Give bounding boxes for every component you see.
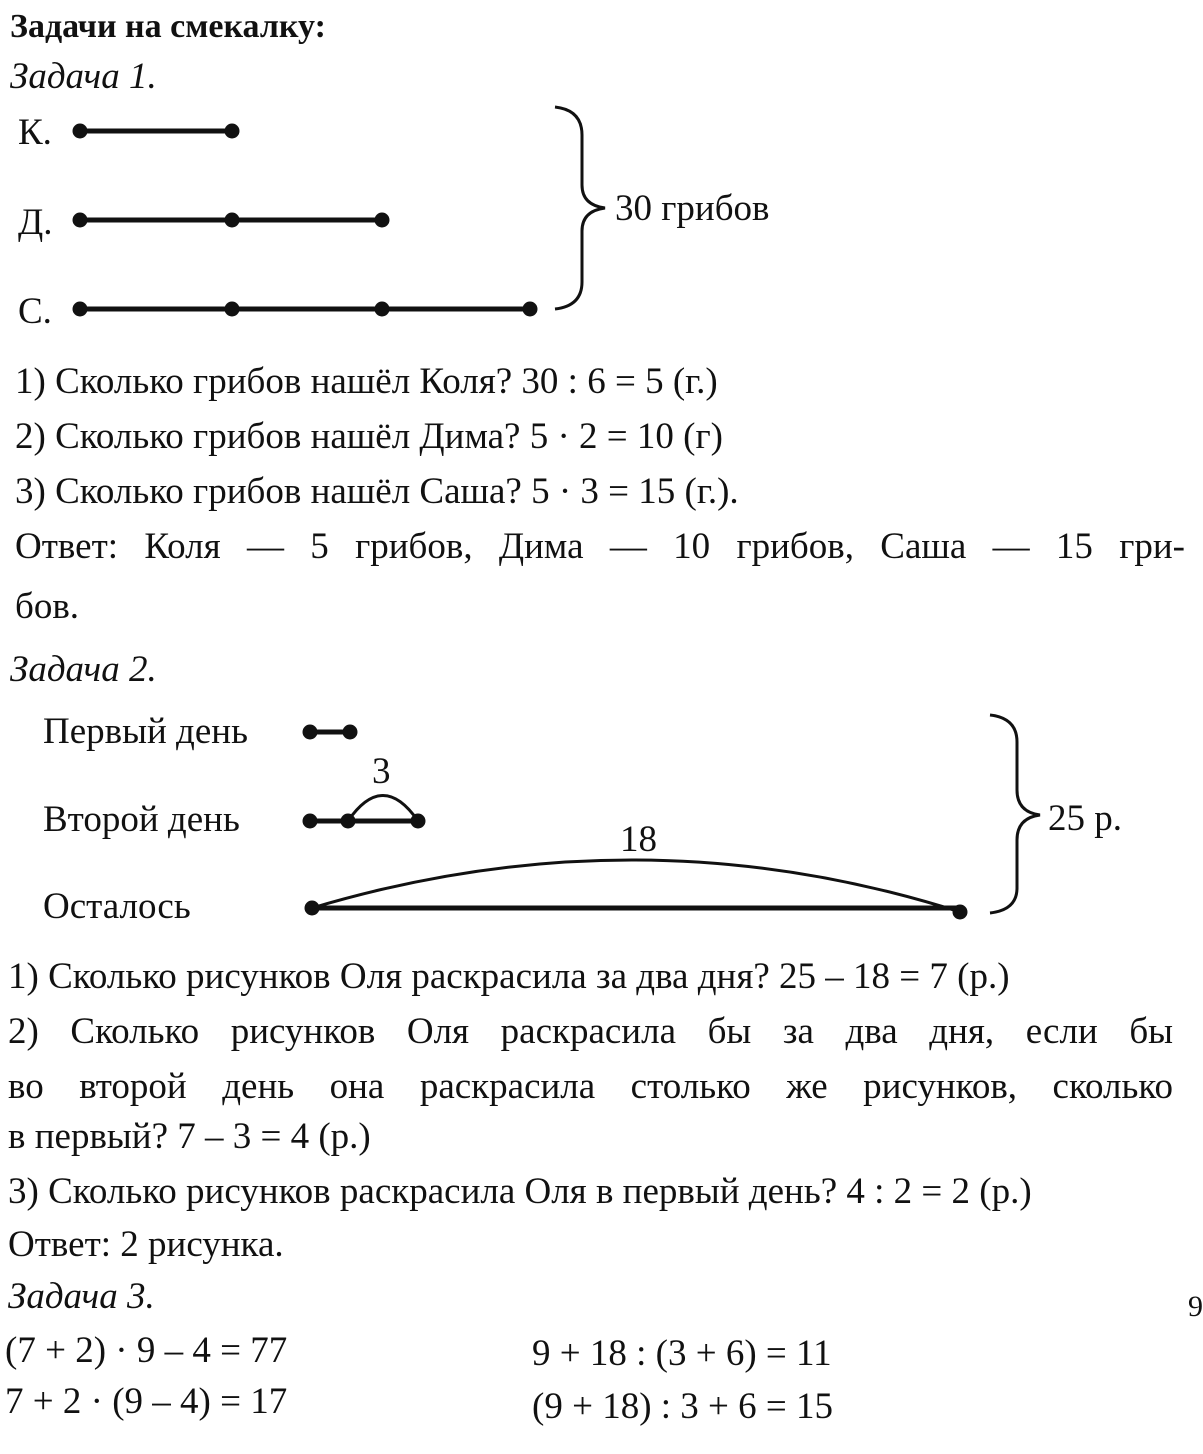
label-s: С.: [18, 291, 52, 332]
label-d: Д.: [18, 202, 53, 243]
task2-line-3: во второй день она раскрасила столько же рисунков, сколько: [8, 1066, 1173, 1107]
label-second-day: Второй день: [43, 799, 240, 840]
task1-answer-cont: бов.: [15, 586, 80, 627]
arc-label-18: 18: [620, 819, 657, 860]
page-number: 9: [1188, 1290, 1203, 1323]
equation-2: 7 + 2 · (9 – 4) = 17: [5, 1381, 288, 1422]
task1-heading: Задача 1.: [10, 56, 157, 97]
task1-answer: Ответ: Коля — 5 грибов, Дима — 10 грибов, Саша — 15 гри-: [15, 526, 1185, 567]
task1-diagram: [75, 107, 605, 314]
task2-diagram: [305, 715, 1040, 917]
label-first-day: Первый день: [43, 711, 248, 752]
page-title: Задачи на смекалку:: [10, 8, 326, 45]
equation-4: (9 + 18) : 3 + 6 = 15: [532, 1386, 834, 1427]
task2-line-1: 1) Сколько рисунков Оля раскрасила за два дня? 25 – 18 = 7 (р.): [8, 956, 1010, 997]
task1-step-2: 2) Сколько грибов нашёл Дима? 5 · 2 = 10 (г): [15, 416, 723, 457]
equation-3: 9 + 18 : (3 + 6) = 11: [532, 1333, 832, 1374]
label-k: К.: [18, 112, 52, 153]
task1-step-1: 1) Сколько грибов нашёл Коля? 30 : 6 = 5 (г.): [15, 361, 718, 402]
arc-label-3: 3: [372, 751, 391, 792]
task2-line-5: 3) Сколько рисунков раскрасила Оля в первый день? 4 : 2 = 2 (р.): [8, 1171, 1032, 1212]
task2-answer: Ответ: 2 рисунка.: [8, 1224, 284, 1265]
task3-heading: Задача 3.: [8, 1276, 155, 1317]
task1-step-3: 3) Сколько грибов нашёл Саша? 5 · 3 = 15 (г.).: [15, 471, 739, 512]
equation-1: (7 + 2) · 9 – 4 = 77: [5, 1330, 288, 1371]
task2-line-4: в первый? 7 – 3 = 4 (р.): [8, 1116, 371, 1157]
task1-total: 30 грибов: [615, 188, 770, 229]
task2-heading: Задача 2.: [10, 649, 157, 690]
task2-line-2: 2) Сколько рисунков Оля раскрасила бы за два дня, если бы: [8, 1011, 1173, 1052]
task2-total: 25 р.: [1048, 798, 1122, 839]
label-remaining: Осталось: [43, 886, 191, 927]
